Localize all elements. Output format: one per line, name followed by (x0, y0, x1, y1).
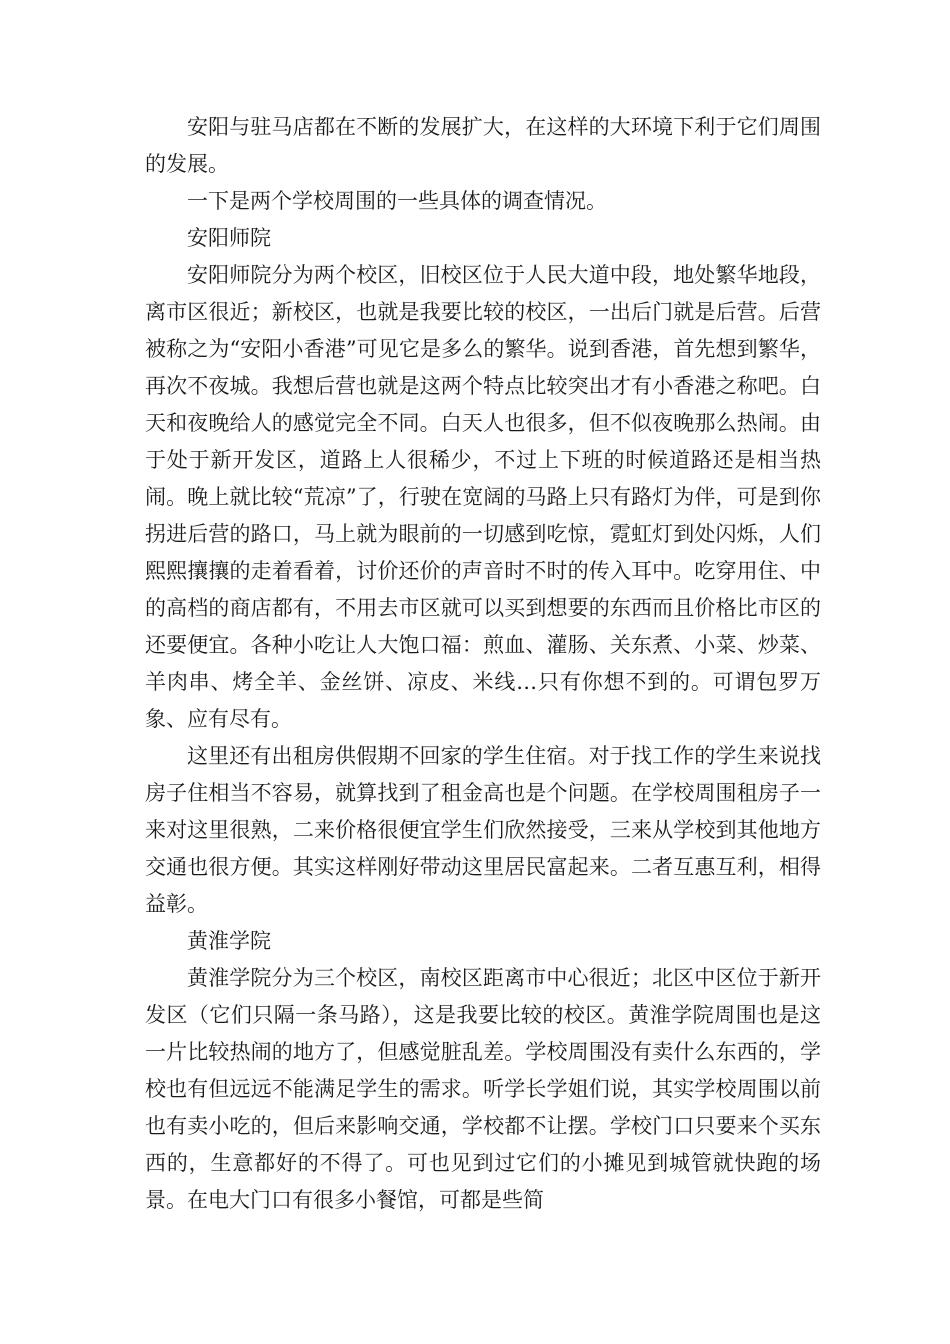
paragraph-anyang-campus: 安阳师院分为两个校区，旧校区位于人民大道中段，地处繁华地段，离市区很近；新校区，也就是我要比较的校区，一出后门就是后营。后营被称之为“安阳小香港”可见它是多么的繁华。说到香港，首先想到繁华，再次不夜城。我想后营也就是这两个特点比较突出才有小香港之称吧。白天和夜晚给人的感觉完全不同。白天人也很多，但不似夜晚那么热闹。由于处于新开发区，道路上人很稀少，不过上下班的时候道路还是相当热闹。晚上就比较“荒凉”了，行驶在宽阔的马路上只有路灯为伴，可是到你拐进后营的路口，马上就为眼前的一切感到吃惊，霓虹灯到处闪烁，人们熙熙攘攘的走着看着，讨价还价的声音时不时的传入耳中。吃穿用住、中的高档的商店都有，不用去市区就可以买到想要的东西而且价格比市区的还要便宜。各种小吃让人大饱口福：煎血、灌肠、关东煮、小菜、炒菜、羊肉串、烤全羊、金丝饼、凉皮、米线…只有你想不到的。可谓包罗万象、应有尽有。 (145, 263, 821, 731)
paragraph-survey-lead: 一下是两个学校周围的一些具体的调查情况。 (187, 189, 607, 213)
document-body (145, 109, 821, 1219)
paragraph-anyang-rental: 这里还有出租房供假期不回家的学生住宿。对于找工作的学生来说找房子住相当不容易，就算找到了租金高也是个问题。在学校周围租房子一来对这里很熟，二来价格很便宜学生们欣然接受，三来从学校到其他地方交通也很方便。其实这样刚好带动这里居民富起来。二者互惠互利，相得益彰。 (145, 744, 821, 916)
paragraph-intro: 安阳与驻马店都在不断的发展扩大，在这样的大环境下利于它们周围的发展。 (145, 115, 821, 176)
paragraph-huanghuai-campus: 黄淮学院分为三个校区，南校区距离市中心很近；北区中区位于新开发区（它们只隔一条马路），这是我要比较的校区。黄淮学院周围也是这一片比较热闹的地方了，但感觉脏乱差。学校周围没有卖什么东西的，学校也有但远远不能满足学生的需求。听学长学姐们说，其实学校周围以前也有卖小吃的，但后来影响交通，学校都不让摆。学校门口只要来个买东西的，生意都好的不得了。可也见到过它们的小摊见到城管就快跑的场景。在电大门口有很多小餐馆，可都是些简 (145, 966, 821, 1212)
section-heading-anyang: 安阳师院 (187, 226, 271, 250)
section-heading-huanghuai: 黄淮学院 (187, 929, 271, 953)
